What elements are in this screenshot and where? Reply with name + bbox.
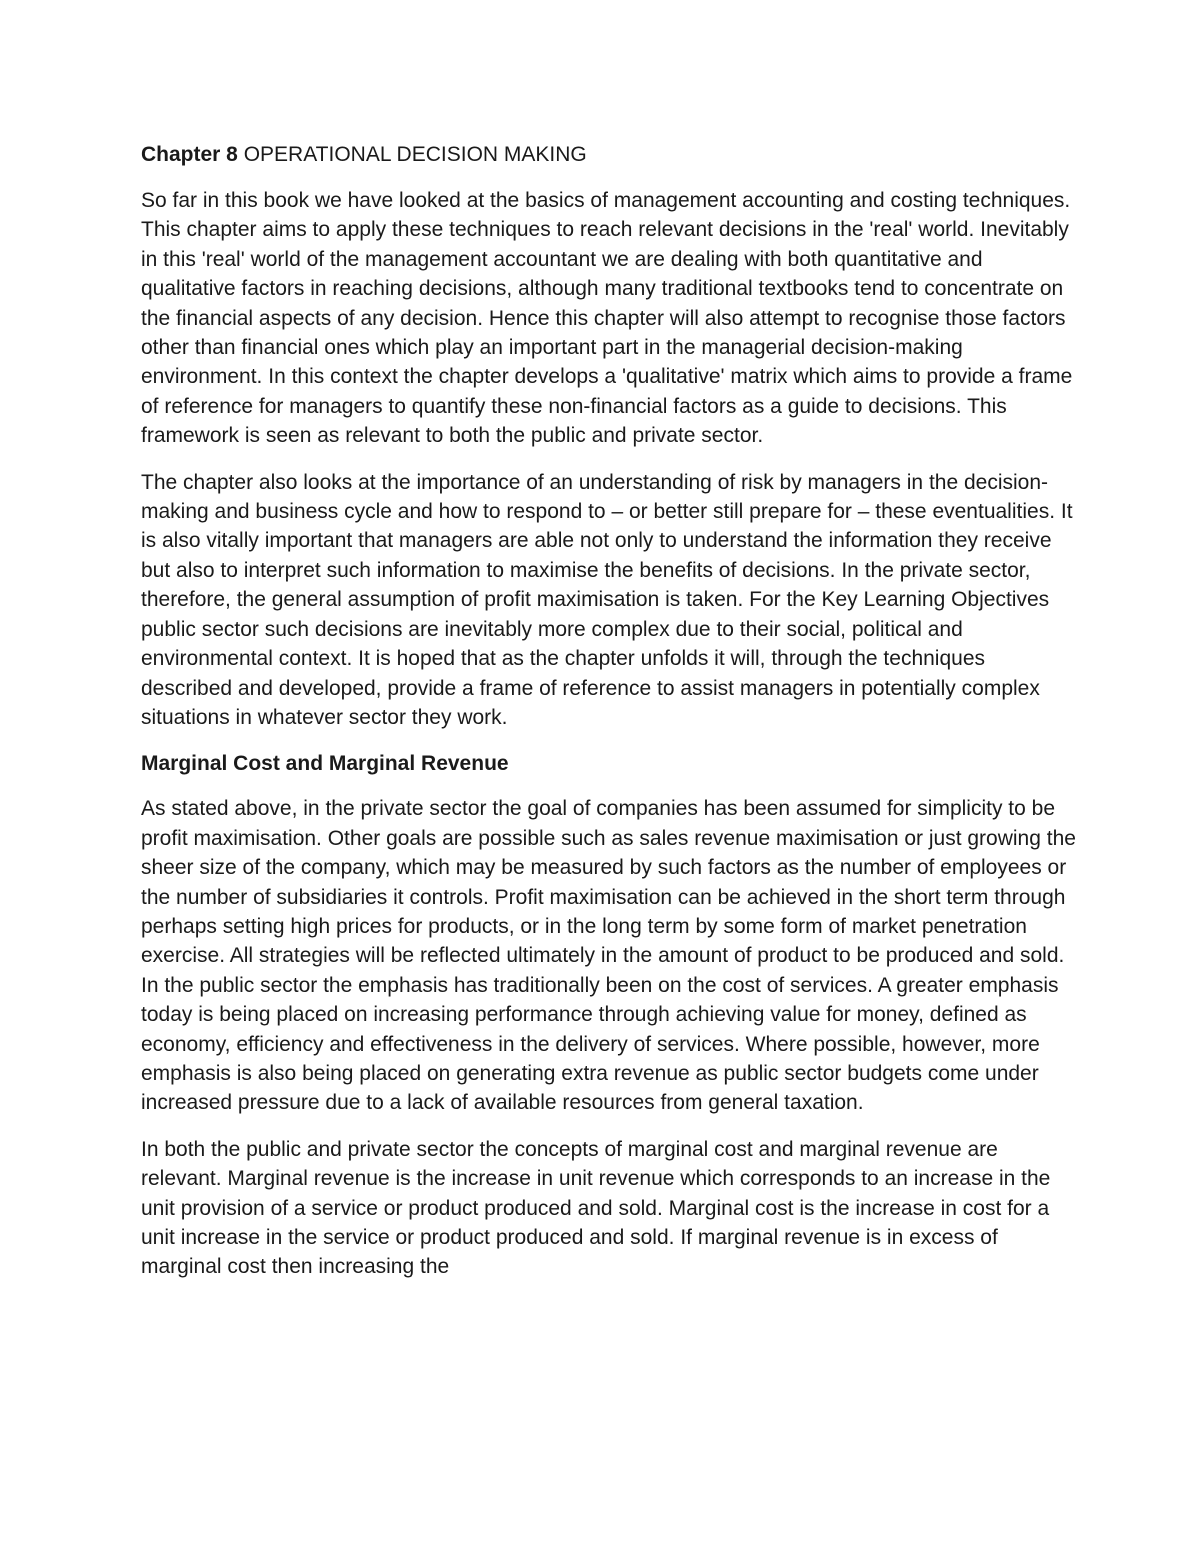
chapter-title (141, 140, 1076, 169)
intro-paragraph-1: So far in this book we have looked at the basics of management accounting and costing techniques. This chapter aims to apply these techniques to reach relevant decisions in the 'real' world. Inevitably in this 'real' world of the management accountant we are dealing with both quantitative and qualitative factors in reaching decisions, although many traditional textbooks tend to concentrate on the financial aspects of any decision. Hence this chapter will also attempt to recognise those factors other than financial ones which play an important part in the managerial decision-making environment. In this context the chapter develops a 'qualitative' matrix which aims to provide a frame of reference for managers to quantify these non-financial factors as a guide to decisions. This framework is seen as relevant to both the public and private sector. (141, 189, 1073, 448)
section-paragraph-1: As stated above, in the private sector the goal of companies has been assumed for simplicity to be profit maximisation. Other goals are possible such as sales revenue maximisation or just growing the sheer size of the company, which may be measured by such factors as the number of employees or the number of subsidiaries it controls. Profit maximisation can be achieved in the short term through perhaps setting high prices for products, or in the long term by some form of market penetration exercise. All strategies will be reflected ultimately in the amount of product to be produced and sold. In the public sector the emphasis has traditionally been on the cost of services. A greater emphasis today is being placed on increasing performance through achieving value for money, defined as economy, efficiency and effectiveness in the delivery of services. Where possible, however, more emphasis is also being placed on generating extra revenue as public sector budgets come under increased pressure due to a lack of available resources from general taxation. (141, 797, 1076, 1115)
chapter-name: OPERATIONAL DECISION MAKING (237, 143, 587, 166)
intro-paragraph-2: The chapter also looks at the importance of an understanding of risk by managers in the decision-making and business cycle and how to respond to – or better still prepare for – these eventualities. It is also vitally important that managers are able not only to understand the information they receive but also to interpret such information to maximise the benefits of decisions. In the private sector, therefore, the general assumption of profit maximisation is taken. For the Key Learning Objectives public sector such decisions are inevitably more complex due to their social, political and environmental context. It is hoped that as the chapter unfolds it will, through the techniques described and developed, provide a frame of reference to assist managers in potentially complex situations in whatever sector they work. (141, 470, 1073, 729)
chapter-number: Chapter 8 (141, 143, 238, 166)
document-page (141, 140, 1076, 1299)
section-paragraph-2: In both the public and private sector the concepts of marginal cost and marginal revenue are relevant. Marginal revenue is the increase in unit revenue which corresponds to an increase in the unit provision of a service or product produced and sold. Marginal cost is the increase in cost for a unit increase in the service or product produced and sold. If marginal revenue is in excess of marginal cost then increasing the (141, 1137, 1051, 1279)
section-heading: Marginal Cost and Marginal Revenue (141, 752, 509, 776)
